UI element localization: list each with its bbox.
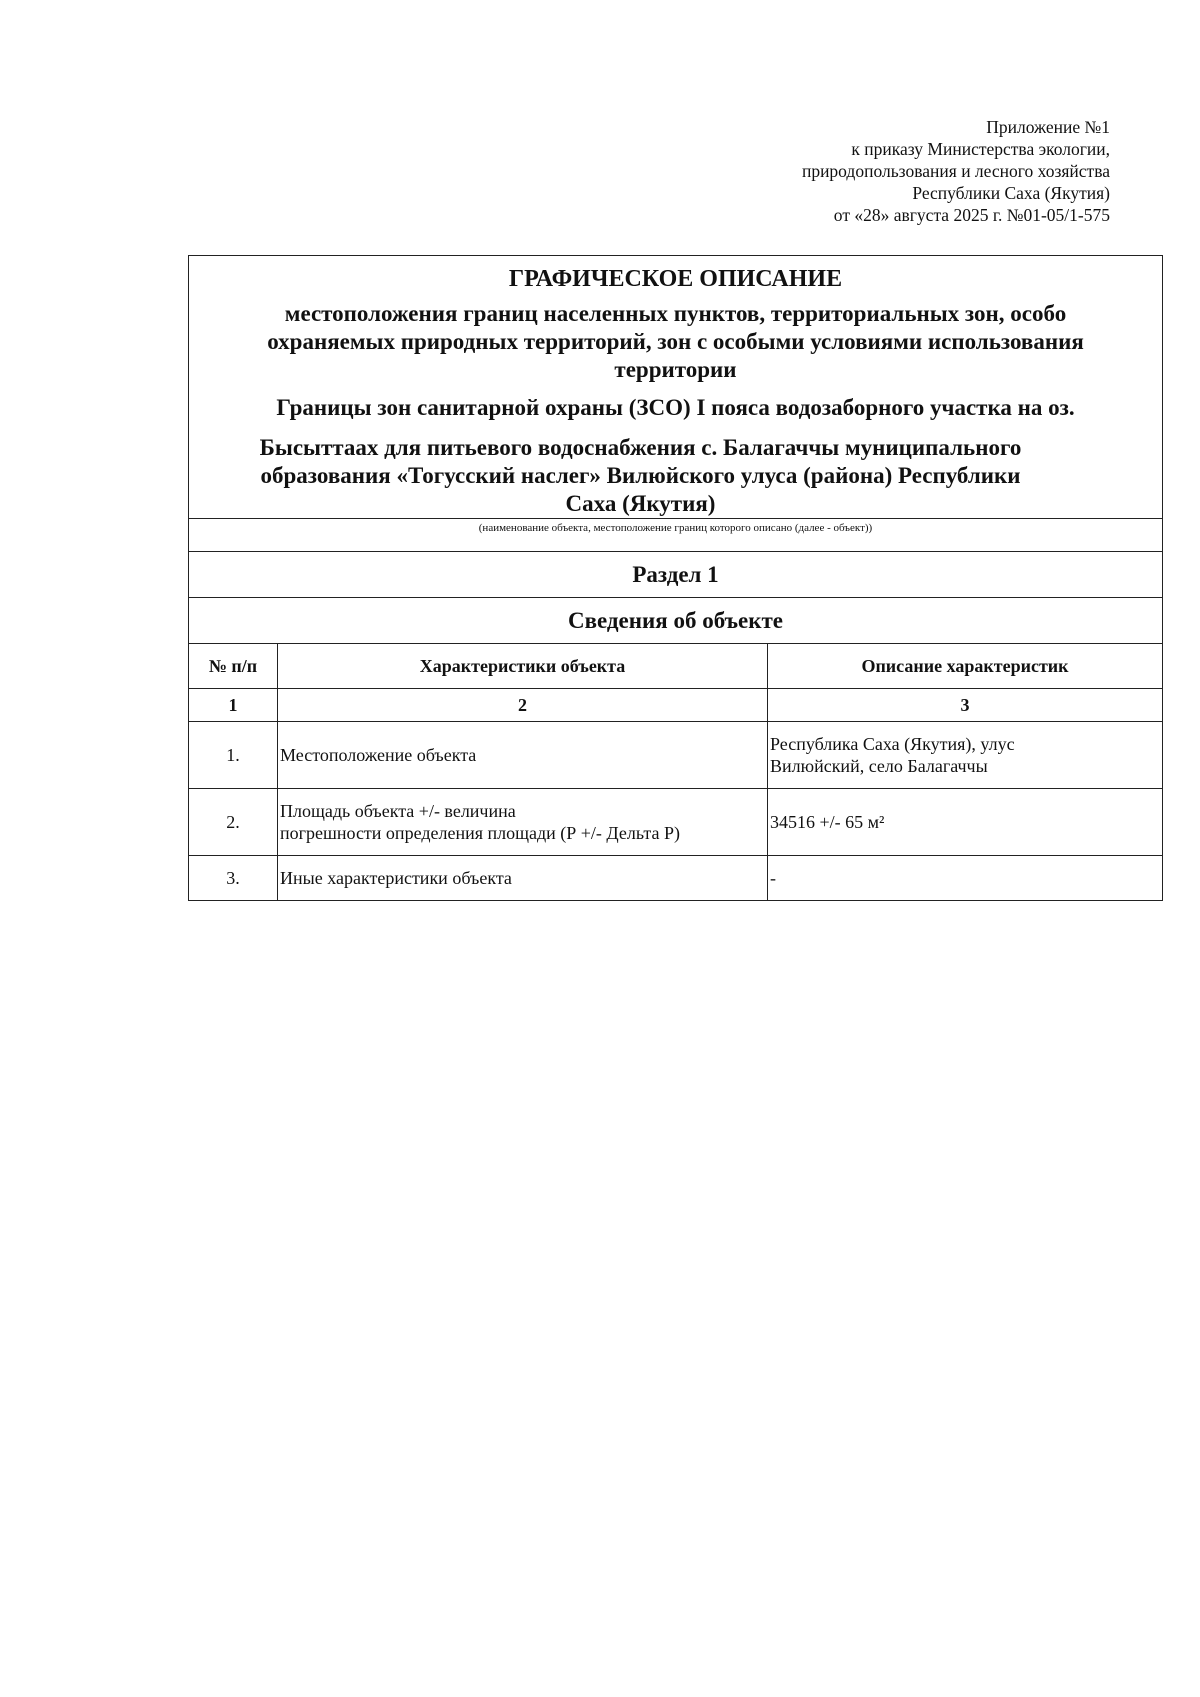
appendix-line: от «28» августа 2025 г. №01-05/1-575 — [833, 205, 1110, 225]
section-label: Раздел 1 — [189, 552, 1162, 598]
object-name-line: образования «Тогусский наслег» Вилюйского улуса (района) Республики — [260, 463, 1021, 488]
table-header-row — [189, 644, 1162, 689]
row-characteristic — [278, 789, 768, 856]
appendix-line: Приложение №1 — [986, 117, 1110, 137]
appendix-line: природопользования и лесного хозяйства — [801, 161, 1110, 181]
section-heading: Сведения об объекте — [189, 598, 1162, 644]
cell-line: - — [770, 868, 776, 888]
subtitle-line: местоположения границ населенных пунктов, территориальных зон, особо — [284, 301, 1067, 326]
object-name — [199, 434, 1152, 518]
table-row — [189, 722, 1162, 789]
table-row — [189, 789, 1162, 856]
zone-title: Границы зон санитарной охраны (ЗСО) I пояса водозаборного участка на оз. — [276, 395, 1075, 420]
column-number: 2 — [278, 689, 768, 722]
cell-line: Площадь объекта +/- величина — [280, 801, 516, 821]
appendix-line: Республики Саха (Якутия) — [912, 183, 1110, 203]
cell-line: Республика Саха (Якутия), улус — [770, 734, 1015, 754]
row-characteristic — [278, 722, 768, 789]
column-header-number: № п/п — [189, 644, 278, 689]
row-characteristic — [278, 856, 768, 901]
object-info-table — [189, 644, 1162, 900]
column-number: 3 — [768, 689, 1163, 722]
column-header-description: Описание характеристик — [768, 644, 1163, 689]
object-name-line: Саха (Якутия) — [565, 491, 716, 516]
appendix-note — [610, 116, 1110, 226]
document-frame — [188, 255, 1163, 901]
object-caption: (наименование объекта, местоположение границ которого описано (далее - объект)) — [189, 518, 1162, 552]
row-description — [768, 856, 1163, 901]
cell-line: 34516 +/- 65 м² — [770, 812, 885, 832]
subtitle-line: территории — [614, 357, 737, 382]
column-header-characteristic: Характеристики объекта — [278, 644, 768, 689]
cell-line: Вилюйский, село Балагаччы — [770, 756, 988, 776]
document-title: ГРАФИЧЕСКОЕ ОПИСАНИЕ — [508, 266, 843, 292]
subtitle — [199, 300, 1152, 384]
row-description — [768, 722, 1163, 789]
column-number: 1 — [189, 689, 278, 722]
row-description — [768, 789, 1163, 856]
appendix-line: к приказу Министерства экологии, — [851, 139, 1110, 159]
title-block — [189, 256, 1162, 518]
table-row — [189, 856, 1162, 901]
cell-line: Местоположение объекта — [280, 745, 477, 765]
cell-line: Иные характеристики объекта — [280, 868, 512, 888]
row-number: 3. — [189, 856, 278, 901]
row-number: 2. — [189, 789, 278, 856]
row-number: 1. — [189, 722, 278, 789]
subtitle-line: охраняемых природных территорий, зон с особыми условиями использования — [267, 329, 1084, 354]
object-name-line: Бысыттаах для питьевого водоснабжения с. Балагаччы муниципального — [259, 435, 1022, 460]
cell-line: погрешности определения площади (Р +/- Дельта Р) — [280, 823, 680, 843]
column-number-row — [189, 689, 1162, 722]
